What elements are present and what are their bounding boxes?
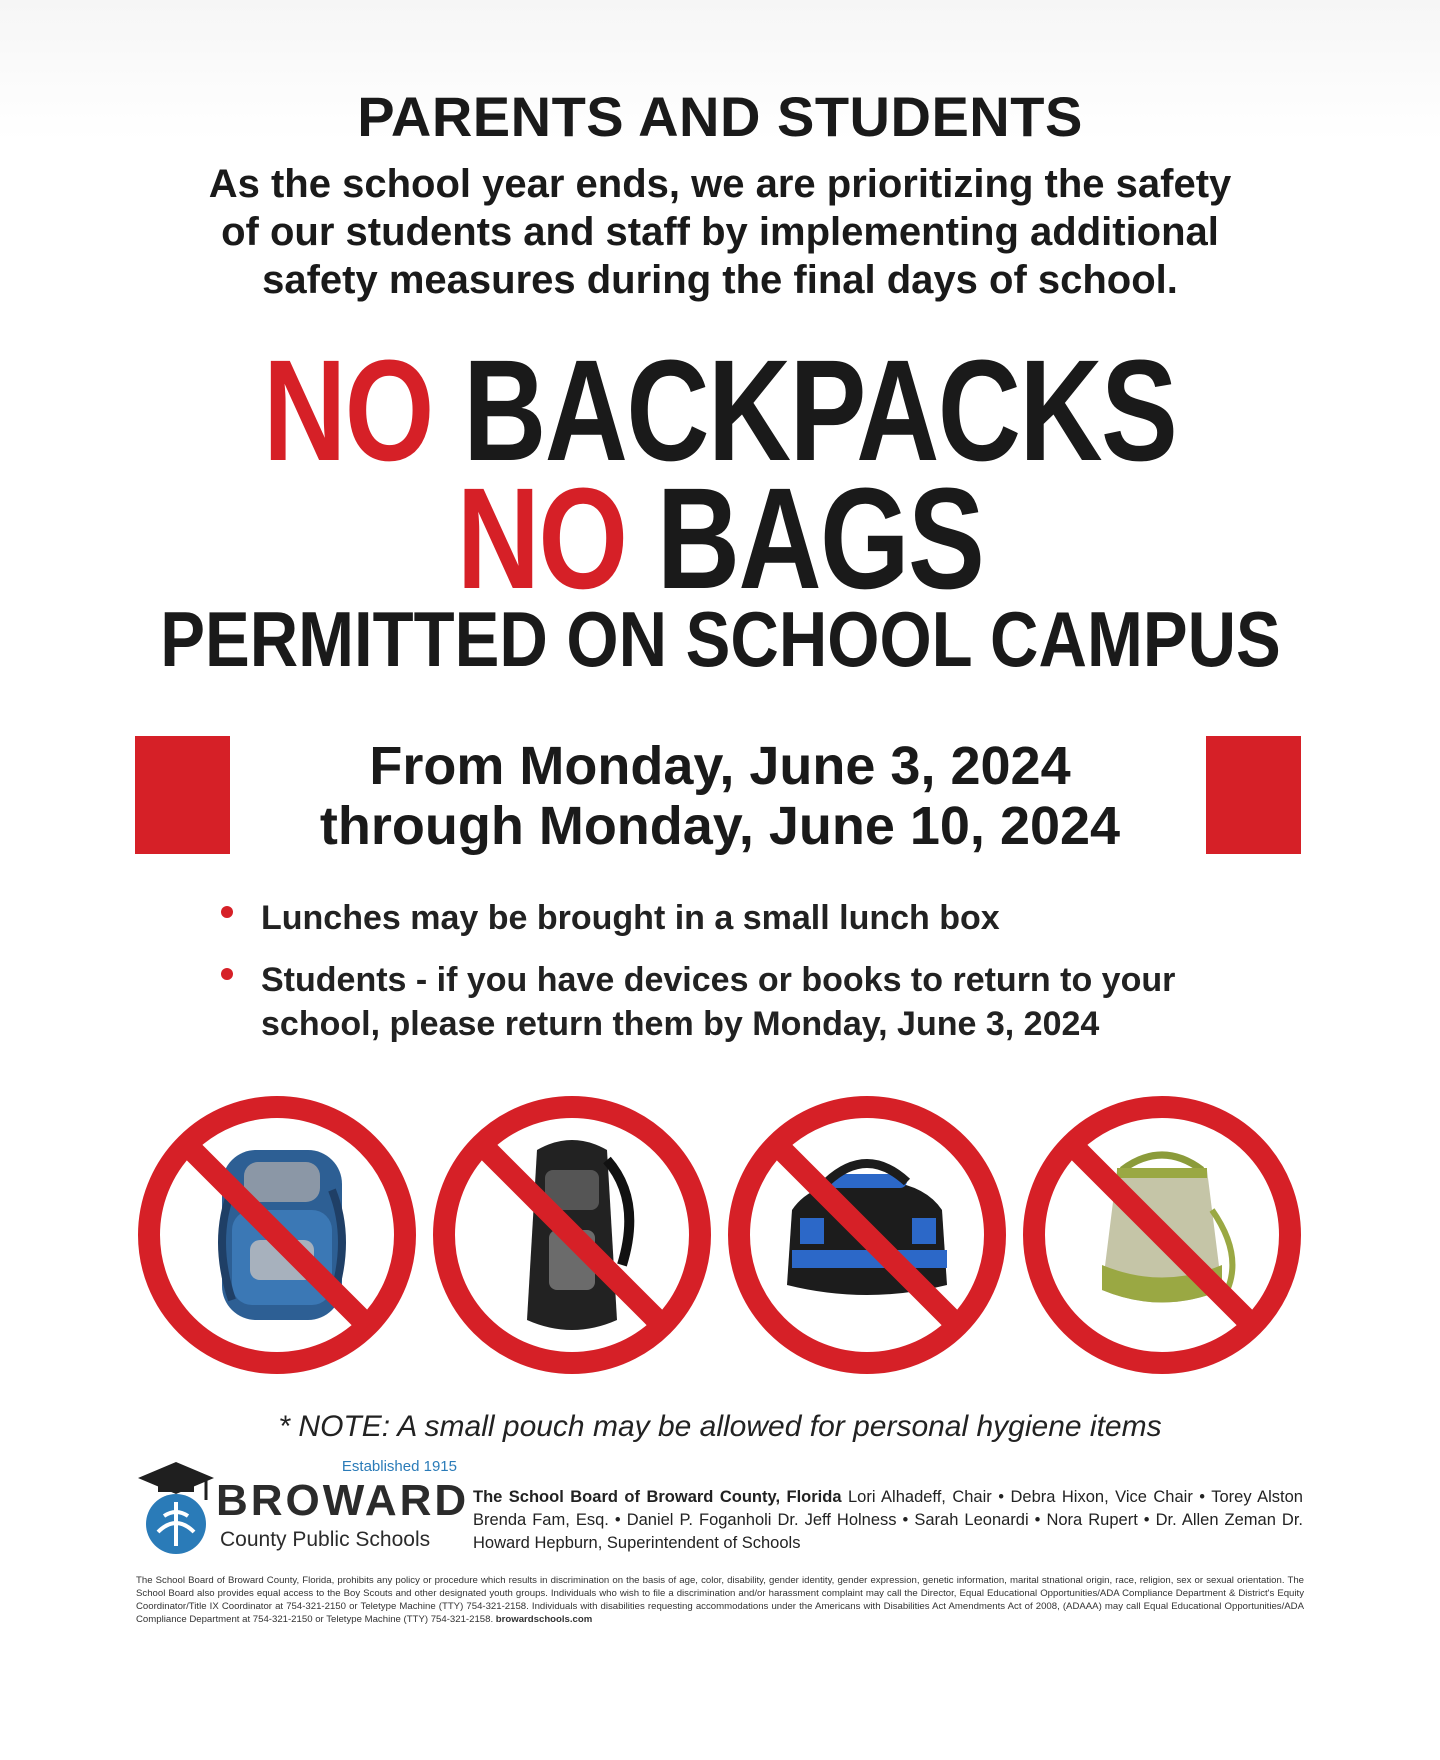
red-accent-block-right	[1206, 736, 1301, 854]
permitted-text: PERMITTED ON SCHOOL CAMPUS	[159, 595, 1281, 683]
logo-name: BROWARD	[216, 1476, 470, 1525]
rules-list	[215, 896, 1255, 1064]
backpack-icon	[132, 1090, 422, 1380]
bullet-dot-icon	[221, 968, 233, 980]
bags-word: BAGS	[656, 458, 984, 619]
backpacks-word: BACKPACKS	[463, 330, 1177, 491]
red-accent-block-left	[135, 736, 230, 854]
bullet-dot-icon	[221, 906, 233, 918]
page-title: PARENTS AND STUDENTS	[357, 85, 1083, 148]
intro-line: As the school year ends, we are prioritizing the safety	[208, 162, 1232, 206]
school-board-info	[473, 1486, 1303, 1555]
list-item: Students - if you have devices or books to return to your school, please return them by Monday, June 3, 2024	[215, 958, 1255, 1046]
legal-disclaimer	[136, 1574, 1304, 1626]
intro-paragraph	[140, 160, 1300, 304]
permitted-headline	[0, 594, 1440, 684]
broward-logo	[136, 1458, 470, 1558]
graduation-cap-logo-icon	[136, 1458, 216, 1558]
note-text: * NOTE: A small pouch may be allowed for personal hygiene items	[278, 1410, 1162, 1443]
board-members: Lori Alhadeff, Chair • Debra Hixon, Vice Chair • Torey Alston Brenda Fam, Esq. • Daniel P. Foganholi Dr. Jeff Holness • Sarah Leonardi • Nora Rupert • Dr. Allen Zeman Dr. Howard Hepburn, Superintendent of Schools	[473, 1488, 1303, 1552]
list-item: Lunches may be brought in a small lunch box	[215, 896, 1255, 940]
no-word: NO	[263, 330, 434, 491]
intro-line: safety measures during the final days of school.	[262, 258, 1178, 302]
website-text: browardschools.com	[495, 1614, 593, 1625]
duffel-bag-icon	[722, 1090, 1012, 1380]
date-through: through Monday, June 10, 2024	[319, 796, 1121, 856]
date-from: From Monday, June 3, 2024	[369, 736, 1071, 796]
date-range	[260, 736, 1180, 856]
logo-subtitle: County Public Schools	[220, 1528, 431, 1551]
intro-line: of our students and staff by implementing additional	[221, 210, 1219, 254]
no-bags-headline	[0, 458, 1440, 619]
established-text: Established 1915	[341, 1458, 457, 1475]
no-word: NO	[456, 458, 627, 619]
sling-bag-icon	[427, 1090, 717, 1380]
legal-text: The School Board of Broward County, Florida, prohibits any policy or procedure which results in discrimination on the basis of age, color, disability, gender identity, gender expression, genetic information, marital stnational origin, race, religion, sex or sexual orientation. The School Board also provides equal access to the Boy Scouts and other designated youth groups. Individuals who wish to file a discrimination and/or harassment complaint may call the Director, Equal Educational Opportunities/ADA Compliance Department & District's Equity Coordinator/Title IX Coordinator at 754-321-2150 or Teletype Machine (TTY) 754-321-2158. Individuals with disabilities requesting accommodations under the Americans with Disabilities Act Amendments Act of 2008, (ADAAA) may call Equal Educational Opportunities/ADA Compliance Department at 754-321-2150 or Teletype Machine (TTY) 754-321-2158.	[136, 1575, 1304, 1625]
purse-icon	[1017, 1090, 1307, 1380]
prohibited-items-row	[132, 1090, 1312, 1380]
board-title: The School Board of Broward County, Florida	[473, 1488, 842, 1506]
